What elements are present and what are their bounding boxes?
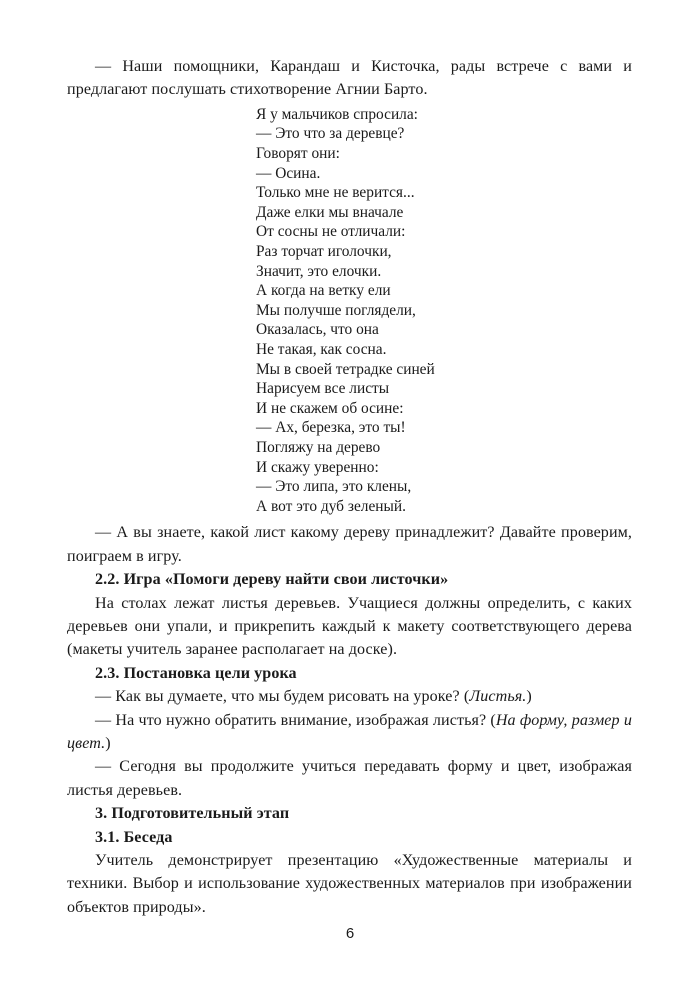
poem-line: Только мне не верится... — [256, 184, 415, 202]
heading-2-2: 2.2. Игра «Помоги дереву найти свои листочки» — [95, 571, 449, 589]
poem-line: И не скажем об осине: — [256, 399, 404, 417]
paragraph-today: — Сегодня вы продолжите учиться передавать форму и цвет, изображая листья деревьев. — [67, 758, 632, 799]
poem-line: — Это что за деревце? — [256, 125, 405, 143]
question-2-text-after: ) — [105, 734, 111, 752]
page-number: 6 — [345, 925, 355, 942]
poem-line: — Осина. — [256, 164, 321, 182]
poem-line: Даже елки мы вначале — [256, 203, 404, 221]
heading-2-3: 2.3. Постановка цели урока — [95, 664, 297, 682]
poem-line: Я у мальчиков спросила: — [256, 105, 418, 123]
poem-line: Значит, это елочки. — [256, 262, 382, 280]
after-poem-paragraph: — А вы знаете, какой лист какому дереву принадлежит? Давайте проверим, поиграем в игру. — [67, 524, 632, 565]
question-2-answer: На форму, размер и цвет. — [67, 711, 632, 752]
poem-block — [67, 105, 632, 516]
question-1-text-after: ) — [526, 688, 532, 706]
poem-line: И скажу уверенно: — [256, 458, 379, 476]
question-paragraph-2 — [67, 709, 632, 756]
page-content — [67, 55, 632, 919]
poem-line: — Это липа, это клены, — [256, 478, 412, 496]
poem-line: От сосны не отличали: — [256, 223, 406, 241]
intro-paragraph: — Наши помощники, Карандаш и Кисточка, рады встрече с вами и предлагают послушать стихотворение Агнии Барто. — [67, 58, 632, 99]
poem-line: Оказалась, что она — [256, 321, 379, 339]
question-1-text-before: — Как вы думаете, что мы будем рисовать на уроке? ( — [95, 688, 470, 706]
paragraph-2-2: На столах лежат листья деревьев. Учащиеся должны определить, с каких деревьев они упали, и прикрепить каждый к макету соответствующего дерева (макеты учитель заранее располагает на доске). — [67, 594, 632, 659]
question-1-answer: Листья. — [469, 688, 527, 706]
heading-3: 3. Подготовительный этап — [95, 805, 290, 823]
poem-line: Погляжу на дерево — [256, 438, 381, 456]
heading-3-1: 3.1. Беседа — [95, 828, 173, 846]
paragraph-3-1: Учитель демонстрирует презентацию «Художественные материалы и техники. Выбор и использование художественных материалов при изображении объектов природы». — [67, 851, 632, 916]
poem-line: Говорят они: — [256, 145, 340, 162]
poem-line: А вот это дуб зеленый. — [256, 497, 406, 515]
poem-line: Не такая, как сосна. — [256, 340, 387, 358]
poem-line: — Ах, березка, это ты! — [256, 419, 406, 437]
poem-line: Нарисуем все листы — [256, 380, 390, 398]
question-paragraph-1 — [67, 685, 632, 708]
poem-line: А когда на ветку ели — [256, 282, 391, 300]
question-2-text-before: — На что нужно обратить внимание, изображая листья? ( — [95, 711, 496, 729]
poem-line: Раз торчат иголочки, — [256, 242, 392, 260]
poem-line: Мы получше поглядели, — [256, 301, 416, 319]
poem-line: Мы в своей тетрадке синей — [256, 360, 435, 378]
